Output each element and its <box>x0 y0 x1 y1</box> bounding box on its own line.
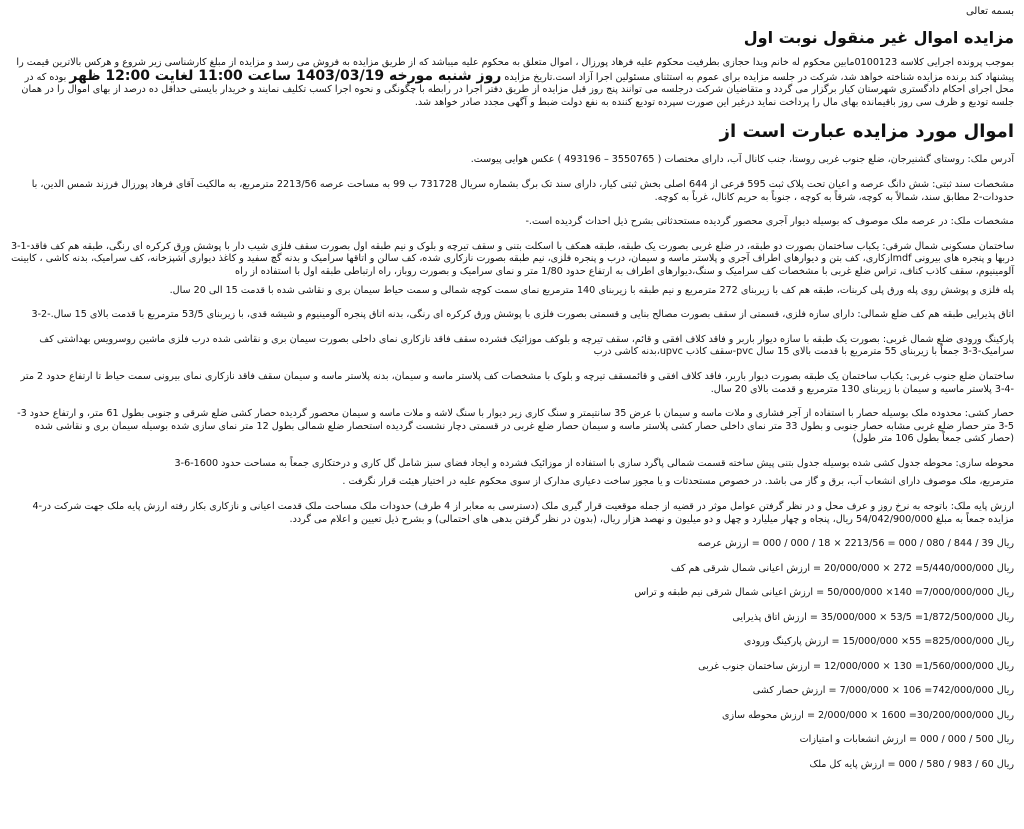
valuation-line: ریال 742/000/000= 106 × 7/000/000 = ارزش حصار کشی <box>752 685 1014 697</box>
paragraph-stairs: پله فلزی و پوشش روی پله ورق پلی کربنات، طبقه هم کف با زیربنای 272 مترمربع و نیم طبقه با زیربنای 140 مترمربع نمای سمت کوچه شمالی و سمت حیاط سیمان بری و نقاشی شده با قدمت 15 الی 20 سال. <box>169 284 1014 296</box>
document-title: مزایده اموال غیر منقول نوبت اول <box>743 28 1014 47</box>
paragraph-base-value: ارزش پایه ملک: باتوجه به نرخ روز و عرف محل و در نظر گرفتن عوامل موثر در قضیه از جمله موقعیت قرار گیری ملک (دسترسی به معابر از 4 طرف) حدودات ملک مساحت ملک قدمت اعیانی و نازکاری بکار رفته ارزش پایه ملک جهت شرکت در-4 مزایده جمعاً به مبلغ 54/042/900/000 ریال، پنجاه و چهار میلیارد و چهل و دو میلیون و نهصد هزار ریال، (بدون در نظر گرفتن بدهی های احتمالی) و بشرح ذیل تعیین و اعلام می گردد. <box>32 501 1014 525</box>
paragraph-utilities: مترمربع، ملک موصوف دارای انشعاب آب، برق و گاز می باشد. در خصوص مستحدثات و یا مجوز ساخت دعیاری مدارک از سوی محکوم علیه در اختیار هیئت قرار نگرفت . <box>342 476 1014 488</box>
intro-text-1: بموجب پرونده اجرایی کلاسه 0100123مابین محکوم له خانم ویدا حجازی بطرفیت محکوم علیه فرهاد پورزال ، اموال متعلق به محکوم علیه میباشد که از طریق مزایده به فروش می رسد و مزایده از مبلغ کارشناسی زیر شروع و هرکس بالاترین قیمت را پیشنهاد کند برنده مزایده شناخته خواهد شد، شرکت در جلسه مزایده برای عموم به استثنای مسئولین اجرا آزاد است.تاریخ مزایده <box>16 57 1014 83</box>
valuation-line: ریال 7/000/000/000= 140× 50/000/000 = ارزش اعیانی شمال شرقی نیم طبقه و تراس <box>634 587 1014 599</box>
section-title: اموال مورد مزایده عبارت است از <box>719 121 1014 143</box>
intro-text-2: بوده که در محل اجرای احکام دادگستری شهرستان کیار برگزار می گردد و متقاضیان شرکت درجلسه می توانند پنج روز قبل مزایده از طریق دفتر اجرا در رابطه با چگونگی و نحوه اجرا کسب تکلیف نمایند و خریدار بایستی حداقل ده درصد از بهای اموال را در همان جلسه تودیع و ظرف سی روز باقیمانده بهای مال را پرداخت نماید درغیر این صورت سپرده تودیع کننده به نفع دولت ضبط و آگهی مجدد صادر خواهد شد. <box>21 71 1014 108</box>
basmala: بسمه تعالی <box>965 6 1014 17</box>
valuation-line: ریال 1/560/000/000= 130 × 12/000/000 = ارزش ساختمان جنوب غربی <box>698 660 1014 672</box>
paragraph-deed: مشخصات سند ثبتی: شش دانگ عرصه و اعیان تحت پلاک ثبت 595 فرعی از 644 اصلی بخش ثبتی کیار، دارای سند تک برگ بشماره سریال 731728 ب 99 به مساحت عرصه 2213/56 مترمربع، به مالکیت آقای فرهاد پورزال فرزند شمس الدین، با حدودات-2 مطابق سند، شمالاً به کوچه، شرقاً به کوچه ، جنوباً به حریم کانال، غرباً به کوچه. <box>31 178 1014 203</box>
paragraph-southwest-building: ساختمان ضلع جنوب غربی: یکباب ساختمان یک طبقه بصورت دیوار باربر، فاقد کلاف افقی و قائمسقف تیرچه و بلوک با مشخصات کف پلاستر ماسه و سیمان، بدنه پلاستر ماسه و سیمان سقف فاقد نازکاری نمای بیرونی سمت حیاط تا ارتفاع حدود 2 متر -4-3 پلاستر ماسیه و سیمان با زیربنای 130 مترمربع و قدمت بالای 20 سال. <box>20 370 1014 395</box>
auction-date-time: روز شنبه مورخه 1403/03/19 ساعت 11:00 لغایت 12:00 ظهر <box>69 67 502 84</box>
paragraph-fencing: حصار کشی: محدوده ملک بوسیله حصار با استفاده از آجر فشاری و ملات ماسه و سیمان با عرض 35 سانتیمتر و سنگ کاری زیر دیوار با سنگ لاشه و ملات ماسه و سیمان محصور گردیده حصار کشی ضلع شرقی و جنوبی بطول 61 متر، و ارتفاع حدود 3-5-3 متر حصار ضلع غربی مشابه حصار جنوبی و بطول 33 متر نمای داخلی حصار کشی پلاستر ماسه و سیمان حصار ضلع غربی در قسمتی دچار نشست گردیده استحصار ضلع شمالی بطول 12 متر نمای سازی شده بوسیله سیمان بری و نقاشی شده (حصار کشی جمعاً بطول 106 متر طول) <box>17 408 1014 445</box>
valuation-list <box>10 538 1014 771</box>
paragraph-reception-room: اتاق پذیرایی طبقه هم کف ضلع شمالی: دارای سازه فلزی، قسمتی از سقف بصورت مصالح بنایی و قسمتی بصورت فلزی با پوشش ورق کرکره ای رنگی، بدنه اتاق پنجره آلومینیوم و شیشه قدی، با زیربنای 53/5 مترمربع با قدمت بالای 15 سال.-2-3 <box>31 309 1014 321</box>
valuation-line: ریال 825/000/000= 55× 15/000/000 = ارزش پارکینگ ورودی <box>743 636 1014 648</box>
intro-paragraph <box>10 57 1014 109</box>
paragraph-address: آدرس ملک: روستای گشنیرجان، ضلع جنوب غربی روستا، جنب کانال آب، دارای مختصات ( 3550765 – 493196 ) عکس هوایی پیوست. <box>470 154 1014 166</box>
valuation-line: ریال 5/440/000/000= 272 × 20/000/000 = ارزش اعیانی شمال شرقی هم کف <box>670 562 1014 574</box>
valuation-line: ریال 30/200/000/000= 1600 × 2/000/000 = ارزش محوطه سازی <box>721 709 1014 721</box>
valuation-line: ریال 39 / 844 / 080 / 000 = 2213/56 × 18 / 000 / 000 = ارزش عرصه <box>697 538 1014 550</box>
valuation-line: ریال 500 / 000 / 000 = ارزش انشعابات و امتیازات <box>799 734 1014 746</box>
valuation-line: ریال 1/872/500/000= 53/5 × 35/000/000 = ارزش اتاق پذیرایی <box>732 611 1014 623</box>
valuation-line: ریال 60 / 983 / 580 / 000 = ارزش پایه کل ملک <box>809 758 1014 770</box>
paragraph-landscaping: محوطه سازی: محوطه جدول کشی شده بوسیله جدول بتنی پیش ساخته قسمت شمالی پاگرد سازی با استفاده از موزائیک فشرده و ایجاد فضای سبز شامل گل کاری و درختکاری جمعاً به مساحت حدود 1600-6-3 <box>174 457 1014 469</box>
paragraph-residential-building: ساختمان مسکونی شمال شرقی: یکباب ساختمان بصورت دو طبقه، در ضلع غربی بصورت یک طبقه، طبقه همکف با اسکلت بتنی و سقف تیرچه و بلوک و نیم طبقه اول بصورت سقف فلزی شیب دار با پوشش ورق کرکره ای رنگی، طبقه هم کف فاقد-1-3 دربها و پنجره های بیرونی mdfازکاری، کف بتن و دیوارهای اطراف آجری و پلاستر ماسه و سیمان، درب و پنجره فلزی، نیم طبقه بصورت نازکاری شده، کف سالن و اتاقها سرامیک و بدنه گچ سفید و کاغذ دیواری آشپزخانه، کف سرامیک، بدنه کاشی ، کابینت آلومینیوم، سقف کاذب کناف، تراس ضلع غربی با مشخصات کف سرامیک و سنگ،دیوارهای اطراف به ارتفاع حدود 1/80 متر و نمای سرامیک و بصورت روباز، راه ارتباطی طبقه اول با استفاده از راه <box>10 240 1014 277</box>
paragraph-parking: پارکینگ ورودی ضلع شمال غربی: بصورت یک طبقه با سازه دیوار باربر و فاقد کلاف افقی و قائم، سقف تیرچه و بلوکف موزائیک فشرده سقف فاقد نازکاری نمای داخلی بصورت سیمان بری و نقاشی شده درب فلزی ماشین روسرویس بهداشتی کف سرامیک-3-3 جمعاً با زیربنای 55 مترمربع با قدمت بالای 15 سال pvc-سقف کاذب upvc،بدنه کاشی درب <box>39 333 1014 358</box>
paragraph-property: مشخصات ملک: در عرصه ملک موصوف که بوسیله دیوار آجری محصور گردیده مستحدثاتی بشرح ذیل احداث گردیده است.- <box>525 216 1014 228</box>
